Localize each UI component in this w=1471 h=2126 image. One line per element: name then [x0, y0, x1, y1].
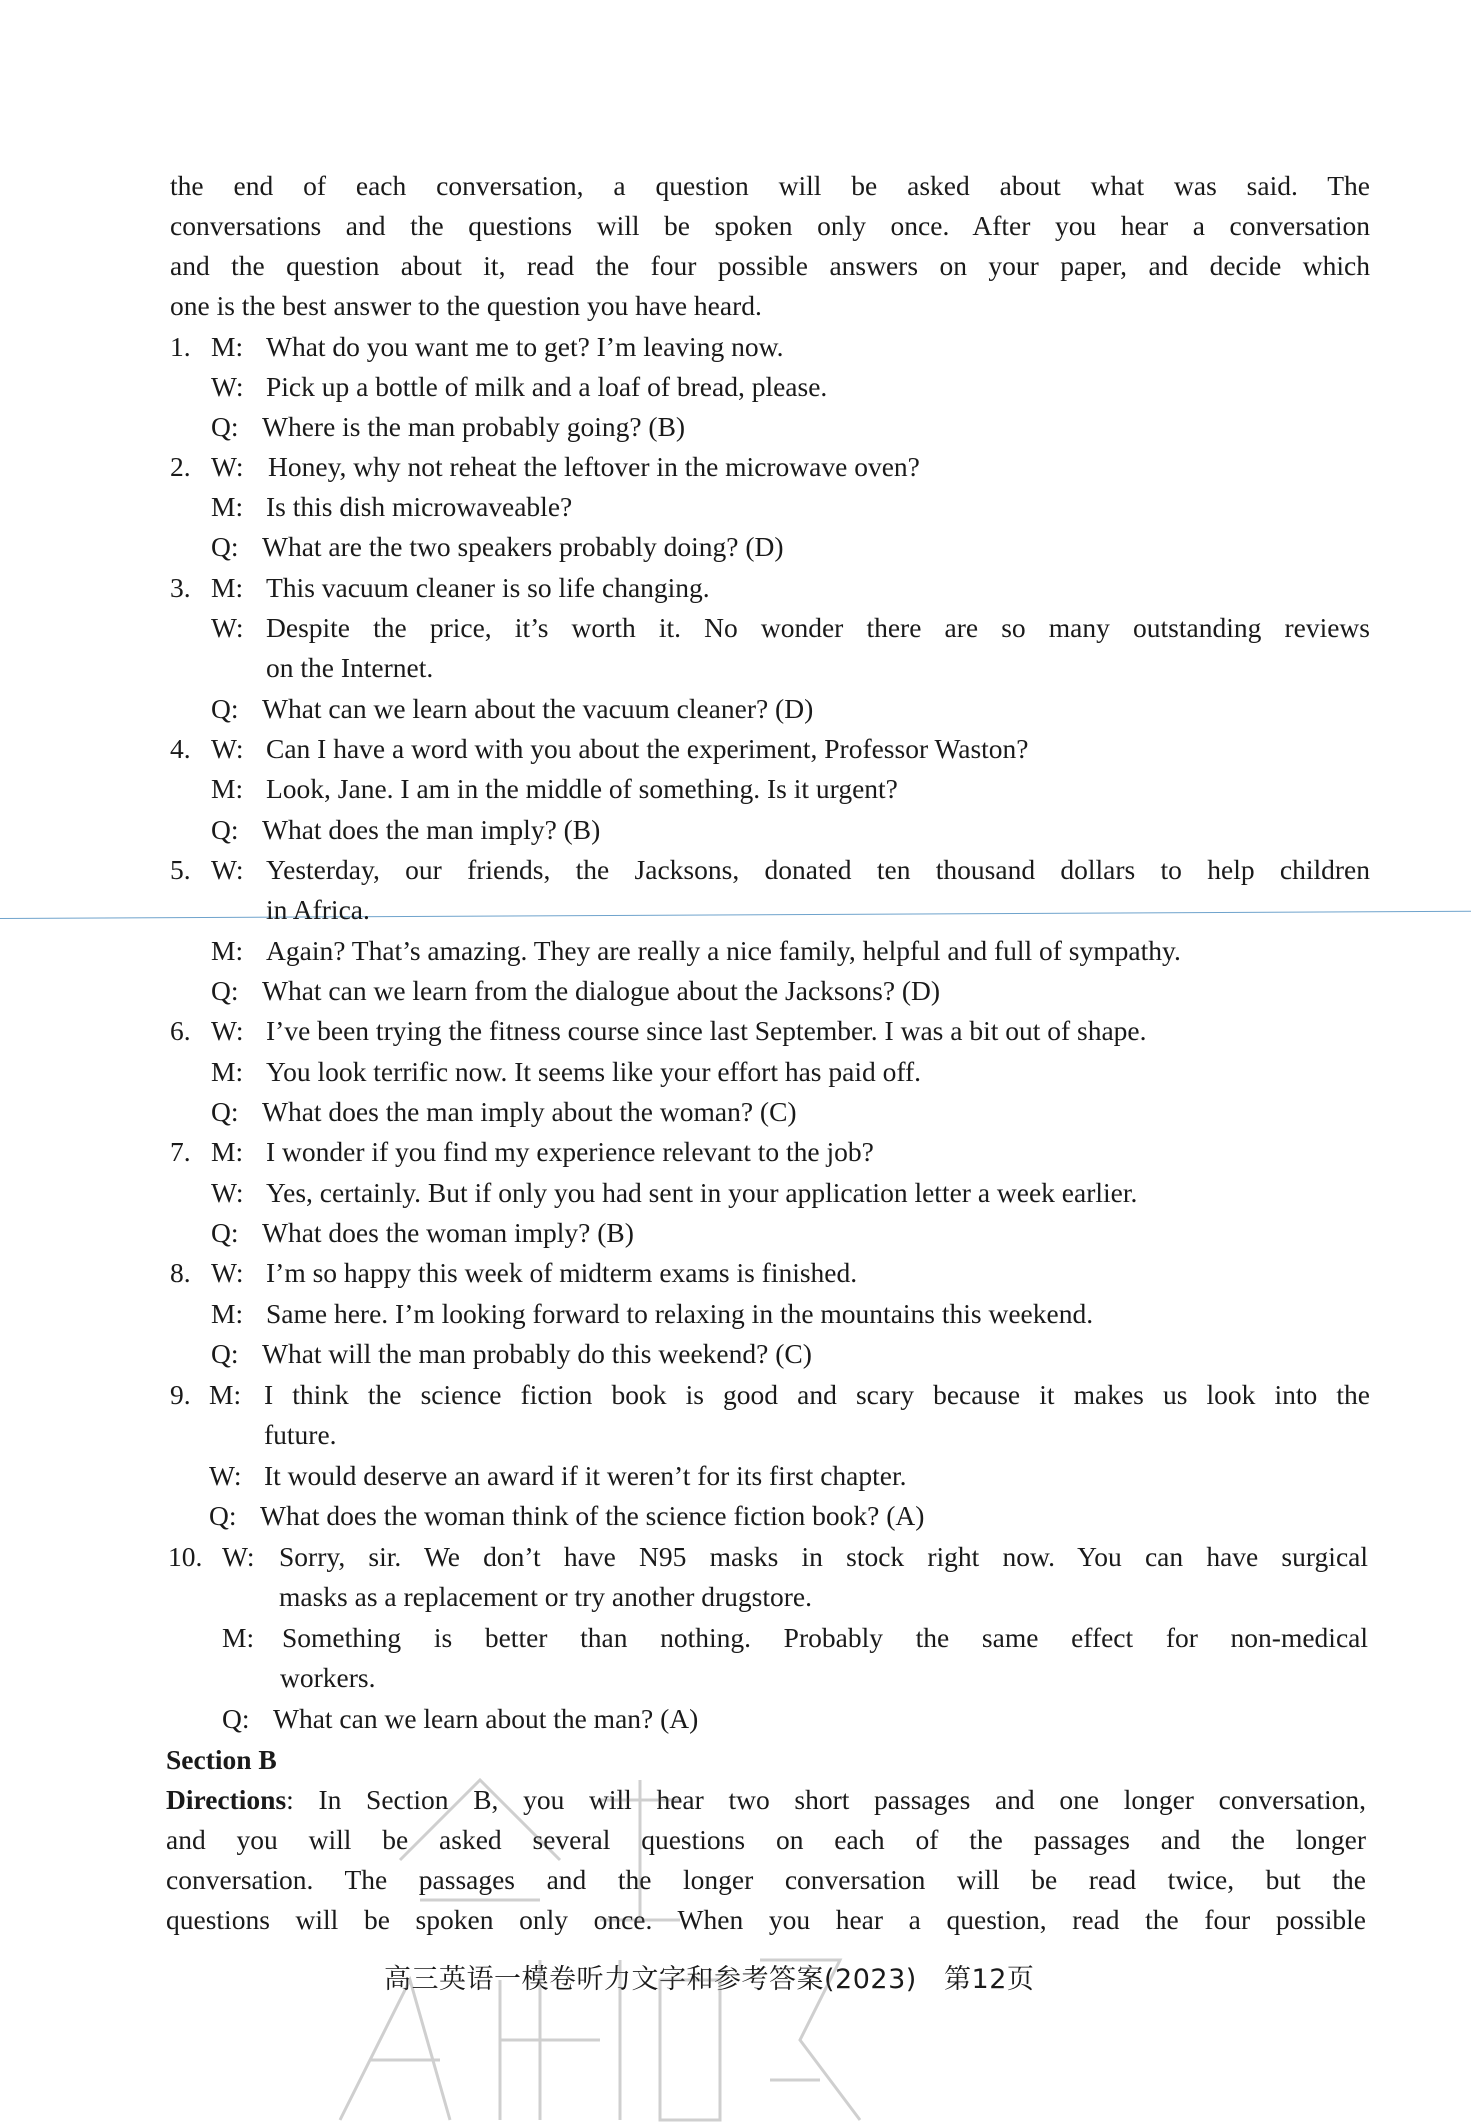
dialogue-line: Despite the price, it’s worth it. No wonder there are so many outstanding reviews: [266, 612, 1370, 643]
speaker-label: M:: [211, 491, 244, 522]
dialogue-line: Can I have a word with you about the experiment, Professor Waston?: [266, 733, 1029, 764]
speaker-label: W:: [211, 733, 244, 764]
question-line: What does the man imply? (B): [262, 814, 601, 845]
dialogue-line: Sorry, sir. We don’t have N95 masks in stock right now. You can have surgical: [279, 1541, 1368, 1572]
directions-line: and you will be asked several questions on each of the passages and the longer: [166, 1824, 1366, 1855]
speaker-label: M:: [209, 1379, 242, 1410]
intro-line-1: the end of each conversation, a question will be asked about what was said. The: [170, 170, 1370, 201]
speaker-label: M:: [222, 1622, 255, 1653]
dialogue-line: Same here. I’m looking forward to relaxing in the mountains this weekend.: [266, 1298, 1094, 1329]
speaker-label: W:: [209, 1460, 242, 1491]
page-footer: 高三英语一模卷听力文字和参考答案(2023) 第12页: [384, 1964, 1035, 1995]
question-line: What are the two speakers probably doing? (D): [262, 531, 784, 562]
speaker-label: W:: [222, 1541, 255, 1572]
question-line: What does the woman think of the science fiction book? (A): [260, 1500, 925, 1531]
item-number: 7.: [170, 1136, 191, 1167]
speaker-label: Q:: [222, 1703, 250, 1734]
dialogue-line: I wonder if you find my experience relevant to the job?: [266, 1136, 874, 1167]
question-line: What does the man imply about the woman? (C): [262, 1096, 797, 1127]
directions-label: Directions: [166, 1784, 287, 1815]
speaker-label: M:: [211, 331, 244, 362]
speaker-label: W:: [211, 371, 244, 402]
dialogue-line-continued: in Africa.: [266, 894, 370, 925]
speaker-label: Q:: [211, 1096, 239, 1127]
intro-line-2: conversations and the questions will be spoken only once. After you hear a conversation: [170, 210, 1370, 241]
speaker-label: M:: [211, 1056, 244, 1087]
item-number: 10.: [168, 1541, 203, 1572]
directions-line: questions will be spoken only once. When you hear a question, read the four possible: [166, 1904, 1366, 1935]
speaker-label: Q:: [209, 1500, 237, 1531]
speaker-label: Q:: [211, 531, 239, 562]
dialogue-line: Look, Jane. I am in the middle of something. Is it urgent?: [266, 773, 898, 804]
dialogue-line: I’m so happy this week of midterm exams is finished.: [266, 1257, 858, 1288]
section-heading: Section B: [166, 1744, 277, 1775]
margin-rule-line: [0, 911, 1471, 919]
item-number: 1.: [170, 331, 191, 362]
speaker-label: Q:: [211, 975, 239, 1006]
intro-line-4: one is the best answer to the question you have heard.: [170, 290, 762, 321]
question-line: What can we learn about the vacuum cleaner? (D): [262, 693, 814, 724]
speaker-label: W:: [211, 451, 244, 482]
speaker-label: M:: [211, 1136, 244, 1167]
speaker-label: W:: [211, 1177, 244, 1208]
dialogue-line: It would deserve an award if it weren’t for its first chapter.: [264, 1460, 907, 1491]
dialogue-line-continued: on the Internet.: [266, 652, 434, 683]
dialogue-line: Pick up a bottle of milk and a loaf of bread, please.: [266, 371, 828, 402]
dialogue-line: This vacuum cleaner is so life changing.: [266, 572, 710, 603]
dialogue-line: I’ve been trying the fitness course since last September. I was a bit out of shape.: [266, 1015, 1147, 1046]
speaker-label: Q:: [211, 411, 239, 442]
dialogue-line-continued: future.: [264, 1419, 337, 1450]
speaker-label: W:: [211, 612, 244, 643]
speaker-label: Q:: [211, 1217, 239, 1248]
speaker-label: M:: [211, 572, 244, 603]
question-line: What does the woman imply? (B): [262, 1217, 634, 1248]
item-number: 2.: [170, 451, 191, 482]
question-line: What will the man probably do this weekend? (C): [262, 1338, 812, 1369]
dialogue-line: What do you want me to get? I’m leaving now.: [266, 331, 784, 362]
dialogue-line-continued: masks as a replacement or try another drugstore.: [279, 1581, 813, 1612]
speaker-label: W:: [211, 1015, 244, 1046]
speaker-label: W:: [211, 854, 244, 885]
speaker-label: Q:: [211, 814, 239, 845]
directions-line: conversation. The passages and the longer conversation will be read twice, but the: [166, 1864, 1366, 1895]
dialogue-line: Yesterday, our friends, the Jacksons, donated ten thousand dollars to help children: [266, 854, 1370, 885]
dialogue-line: Honey, why not reheat the leftover in the microwave oven?: [268, 451, 920, 482]
dialogue-line: Something is better than nothing. Probably the same effect for non-medical: [282, 1622, 1368, 1653]
dialogue-line: Yes, certainly. But if only you had sent in your application letter a week earlier.: [266, 1177, 1138, 1208]
item-number: 5.: [170, 854, 191, 885]
item-number: 8.: [170, 1257, 191, 1288]
item-number: 6.: [170, 1015, 191, 1046]
directions-line-1: [166, 1780, 1366, 1820]
directions-text: : In Section B, you will hear two short passages and one longer conversation,: [286, 1784, 1366, 1815]
speaker-label: M:: [211, 773, 244, 804]
dialogue-line: You look terrific now. It seems like your effort has paid off.: [266, 1056, 922, 1087]
question-line: What can we learn from the dialogue about the Jacksons? (D): [262, 975, 941, 1006]
dialogue-line: Again? That’s amazing. They are really a nice family, helpful and full of sympathy.: [266, 935, 1181, 966]
intro-line-3: and the question about it, read the four possible answers on your paper, and decide which: [170, 250, 1370, 281]
speaker-label: M:: [211, 935, 244, 966]
item-number: 3.: [170, 572, 191, 603]
dialogue-line: Is this dish microwaveable?: [266, 491, 573, 522]
speaker-label: Q:: [211, 693, 239, 724]
item-number: 4.: [170, 733, 191, 764]
item-number: 9.: [170, 1379, 191, 1410]
speaker-label: Q:: [211, 1338, 239, 1369]
speaker-label: M:: [211, 1298, 244, 1329]
dialogue-line-continued: workers.: [280, 1662, 376, 1693]
question-line: What can we learn about the man? (A): [273, 1703, 699, 1734]
speaker-label: W:: [211, 1257, 244, 1288]
dialogue-line: I think the science fiction book is good and scary because it makes us look into the: [264, 1379, 1370, 1410]
question-line: Where is the man probably going? (B): [262, 411, 686, 442]
